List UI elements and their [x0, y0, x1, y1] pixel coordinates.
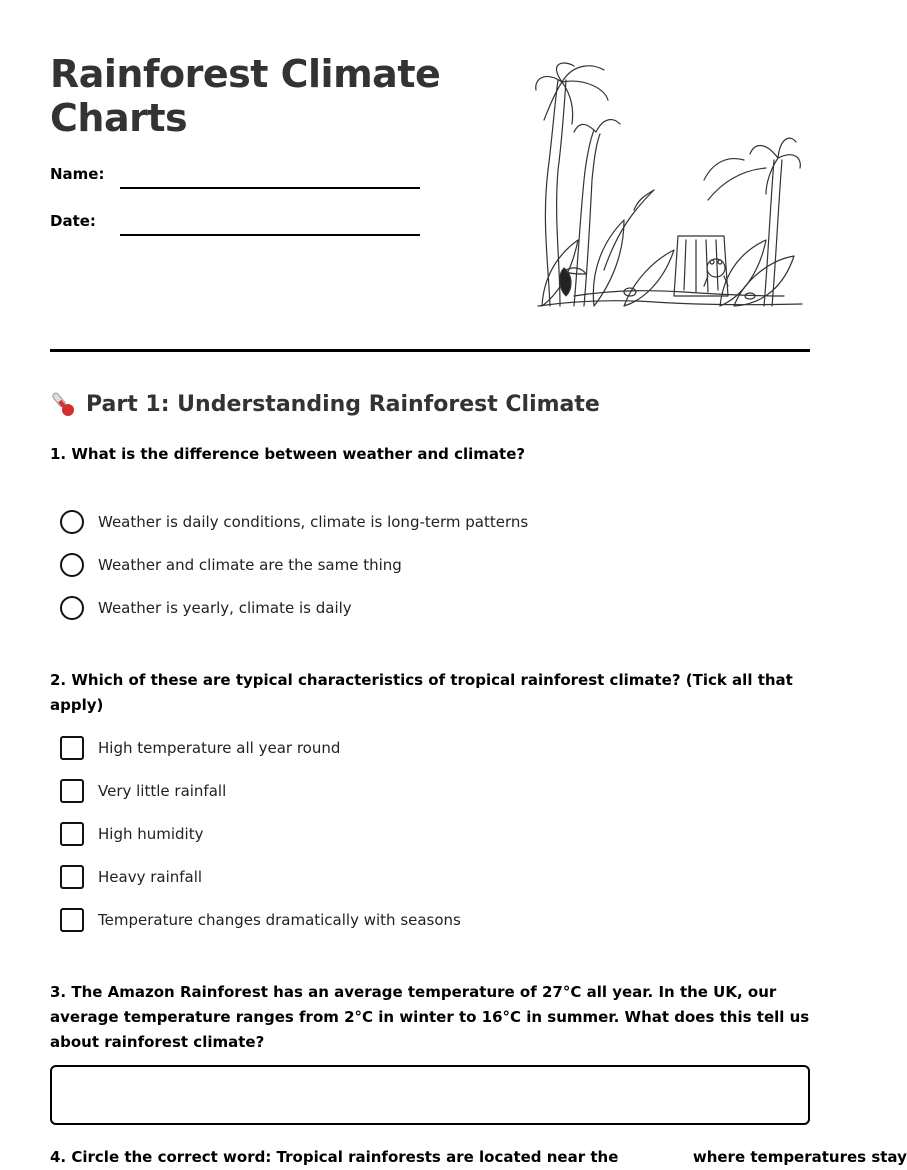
question-3: 3. The Amazon Rainforest has an average temperature of 27°C all year. In the UK, our average temperature ranges from 2°C in winter to 16°C in summer. What does this tell us about rainforest climate? — [50, 983, 810, 1051]
name-field[interactable] — [120, 187, 420, 189]
question-2: 2. Which of these are typical characteristics of tropical rainforest climate? (Tick all that apply) — [50, 671, 793, 714]
worksheet-title: Rainforest Climate Charts — [50, 52, 441, 140]
q2-option-2[interactable] — [60, 778, 226, 804]
header-divider — [50, 349, 810, 352]
checkbox[interactable] — [60, 736, 84, 760]
q1-option-2[interactable] — [60, 552, 402, 578]
thermometer-icon — [50, 390, 78, 418]
q3-answer-box[interactable] — [50, 1065, 810, 1125]
q2-option-5[interactable] — [60, 907, 461, 933]
option-label: Very little rainfall — [98, 782, 227, 800]
option-label: Heavy rainfall — [98, 868, 203, 886]
q1-option-3[interactable] — [60, 595, 352, 621]
name-label: Name: — [50, 165, 105, 183]
q4-text-before: 4. Circle the correct word: Tropical rainforests are located near the — [50, 1148, 619, 1166]
q2-option-1[interactable] — [60, 735, 340, 761]
q1-option-1[interactable] — [60, 509, 528, 535]
radio-button[interactable] — [60, 596, 84, 620]
part1-heading-text: Part 1: Understanding Rainforest Climate — [86, 391, 600, 417]
date-label: Date: — [50, 212, 96, 230]
option-label: High temperature all year round — [98, 739, 341, 757]
q4-text-after: where temperatures stay — [692, 1148, 907, 1166]
option-label: Weather is yearly, climate is daily — [98, 599, 352, 617]
option-label: Temperature changes dramatically with seasons — [98, 911, 461, 929]
checkbox[interactable] — [60, 779, 84, 803]
date-field[interactable] — [120, 234, 420, 236]
radio-button[interactable] — [60, 510, 84, 534]
q2-option-3[interactable] — [60, 821, 203, 847]
radio-button[interactable] — [60, 553, 84, 577]
checkbox[interactable] — [60, 908, 84, 932]
part1-heading — [50, 389, 600, 419]
option-label: Weather and climate are the same thing — [98, 556, 402, 574]
option-label: High humidity — [98, 825, 204, 843]
checkbox[interactable] — [60, 865, 84, 889]
q2-option-4[interactable] — [60, 864, 202, 890]
checkbox[interactable] — [60, 822, 84, 846]
question-4 — [50, 1145, 907, 1170]
rainforest-illustration — [534, 60, 804, 312]
question-1: 1. What is the difference between weather and climate? — [50, 445, 526, 463]
option-label: Weather is daily conditions, climate is long-term patterns — [98, 513, 529, 531]
